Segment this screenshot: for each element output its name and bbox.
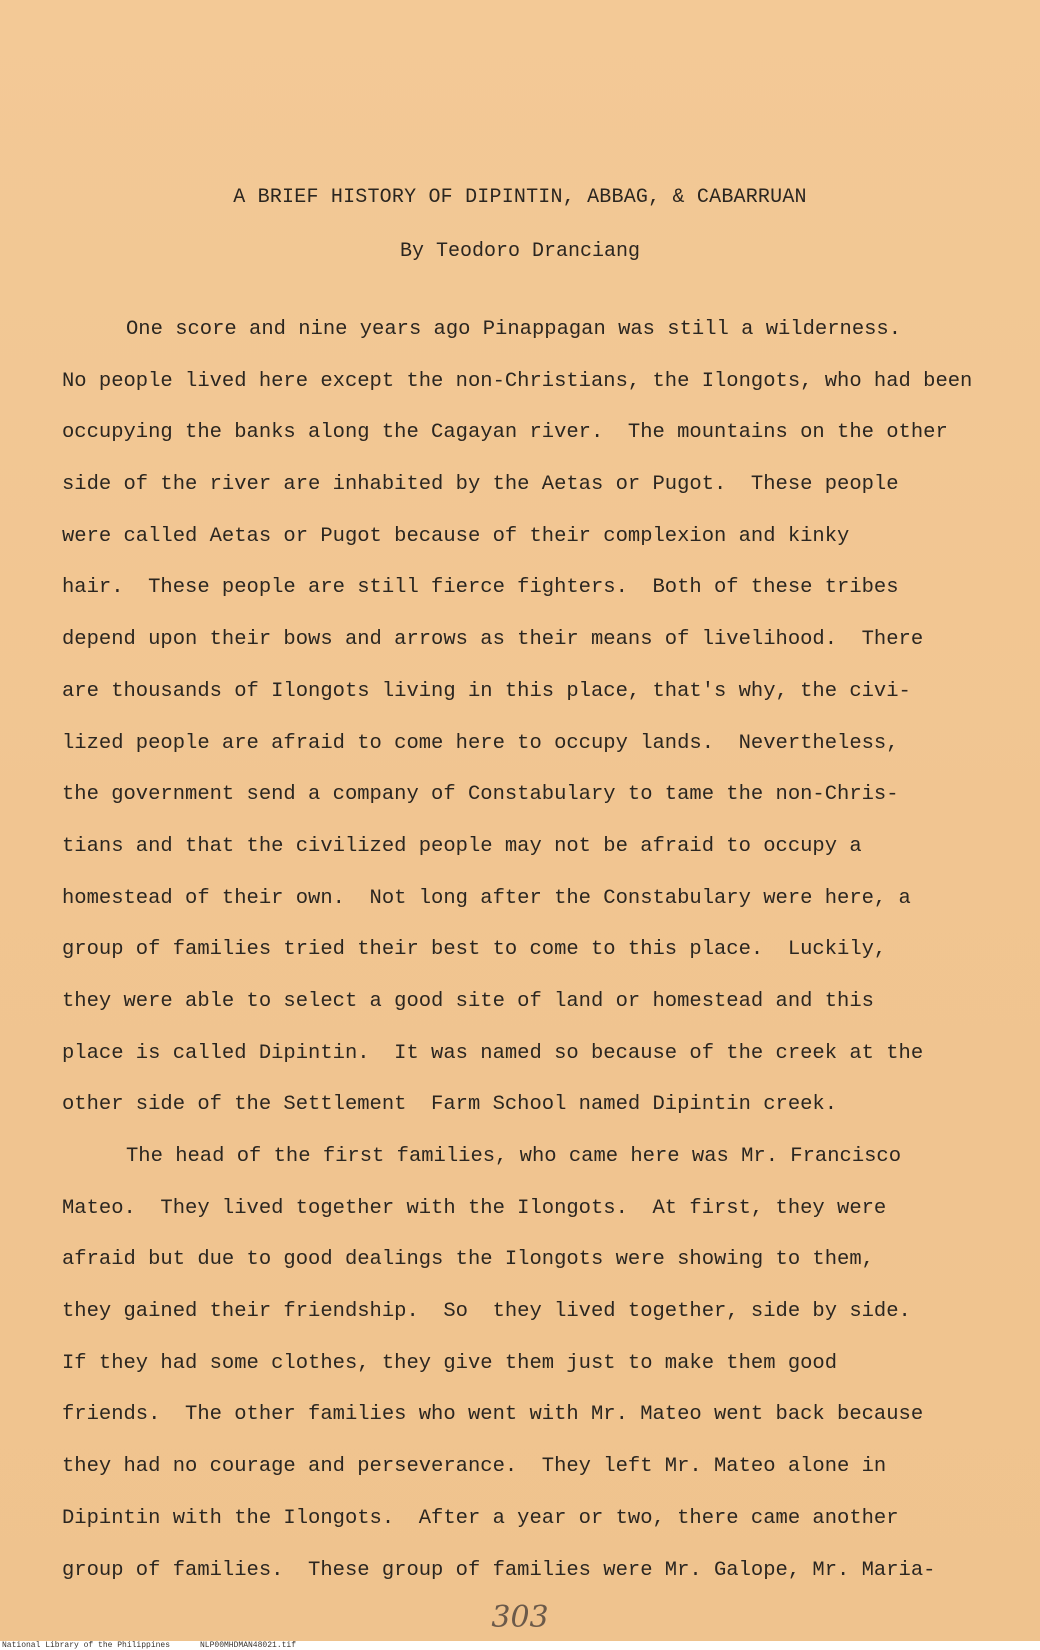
text-line: Mateo. They lived together with the Ilongots. At first, they were [62, 1196, 887, 1220]
text-line: side of the river are inhabited by the Aetas or Pugot. These people [62, 473, 899, 497]
document-body [62, 304, 1022, 1596]
text-line: other side of the Settlement Farm School named Dipintin creek. [62, 1093, 838, 1117]
text-line: The head of the first families, who came here was Mr. Francisco [126, 1145, 902, 1168]
text-line: lized people are afraid to come here to occupy lands. Nevertheless, [62, 731, 899, 755]
text-line: depend upon their bows and arrows as their means of livelihood. There [62, 628, 924, 652]
text-line: were called Aetas or Pugot because of their complexion and kinky [62, 524, 850, 548]
text-line: hair. These people are still fierce fighters. Both of these tribes [62, 576, 899, 600]
text-line: No people lived here except the non-Christians, the Ilongots, who had been [62, 369, 973, 393]
text-line: tians and that the civilized people may not be afraid to occupy a [62, 834, 862, 858]
text-line: One score and nine years ago Pinappagan was still a wilderness. [126, 318, 902, 341]
text-line: friends. The other families who went with Mr. Mateo went back because [62, 1403, 924, 1427]
text-line: afraid but due to good dealings the Ilongots were showing to them, [62, 1248, 874, 1272]
text-line: the government send a company of Constabulary to tame the non-Chris- [62, 783, 899, 807]
text-line: Dipintin with the Ilongots. After a year or two, there came another [62, 1506, 899, 1530]
document-title: A BRIEF HISTORY OF DIPINTIN, ABBAG, & CABARRUAN [233, 186, 807, 209]
text-line: If they had some clothes, they give them just to make them good [62, 1351, 838, 1375]
text-line: occupying the banks along the Cagayan river. The mountains on the other [62, 421, 948, 445]
text-line: are thousands of Ilongots living in this place, that's why, the civi- [62, 679, 911, 703]
text-line: group of families. These group of families were Mr. Galope, Mr. Maria- [62, 1558, 936, 1582]
text-line: homestead of their own. Not long after the Constabulary were here, a [62, 886, 911, 910]
footer-filename: NLP00MHDMAN48021.tif [200, 1641, 297, 1650]
text-line: they had no courage and perseverance. They left Mr. Mateo alone in [62, 1455, 887, 1479]
document-author: By Teodoro Dranciang [399, 240, 641, 263]
footer-library: National Library of the Philippines [2, 1641, 171, 1650]
text-line: they were able to select a good site of land or homestead and this [62, 989, 874, 1013]
page-number: 303 [491, 1600, 549, 1635]
text-line: group of families tried their best to come to this place. Luckily, [62, 938, 887, 962]
footer-bar [0, 1641, 1040, 1650]
text-line: they gained their friendship. So they lived together, side by side. [62, 1300, 911, 1324]
text-line: place is called Dipintin. It was named so because of the creek at the [62, 1041, 924, 1065]
